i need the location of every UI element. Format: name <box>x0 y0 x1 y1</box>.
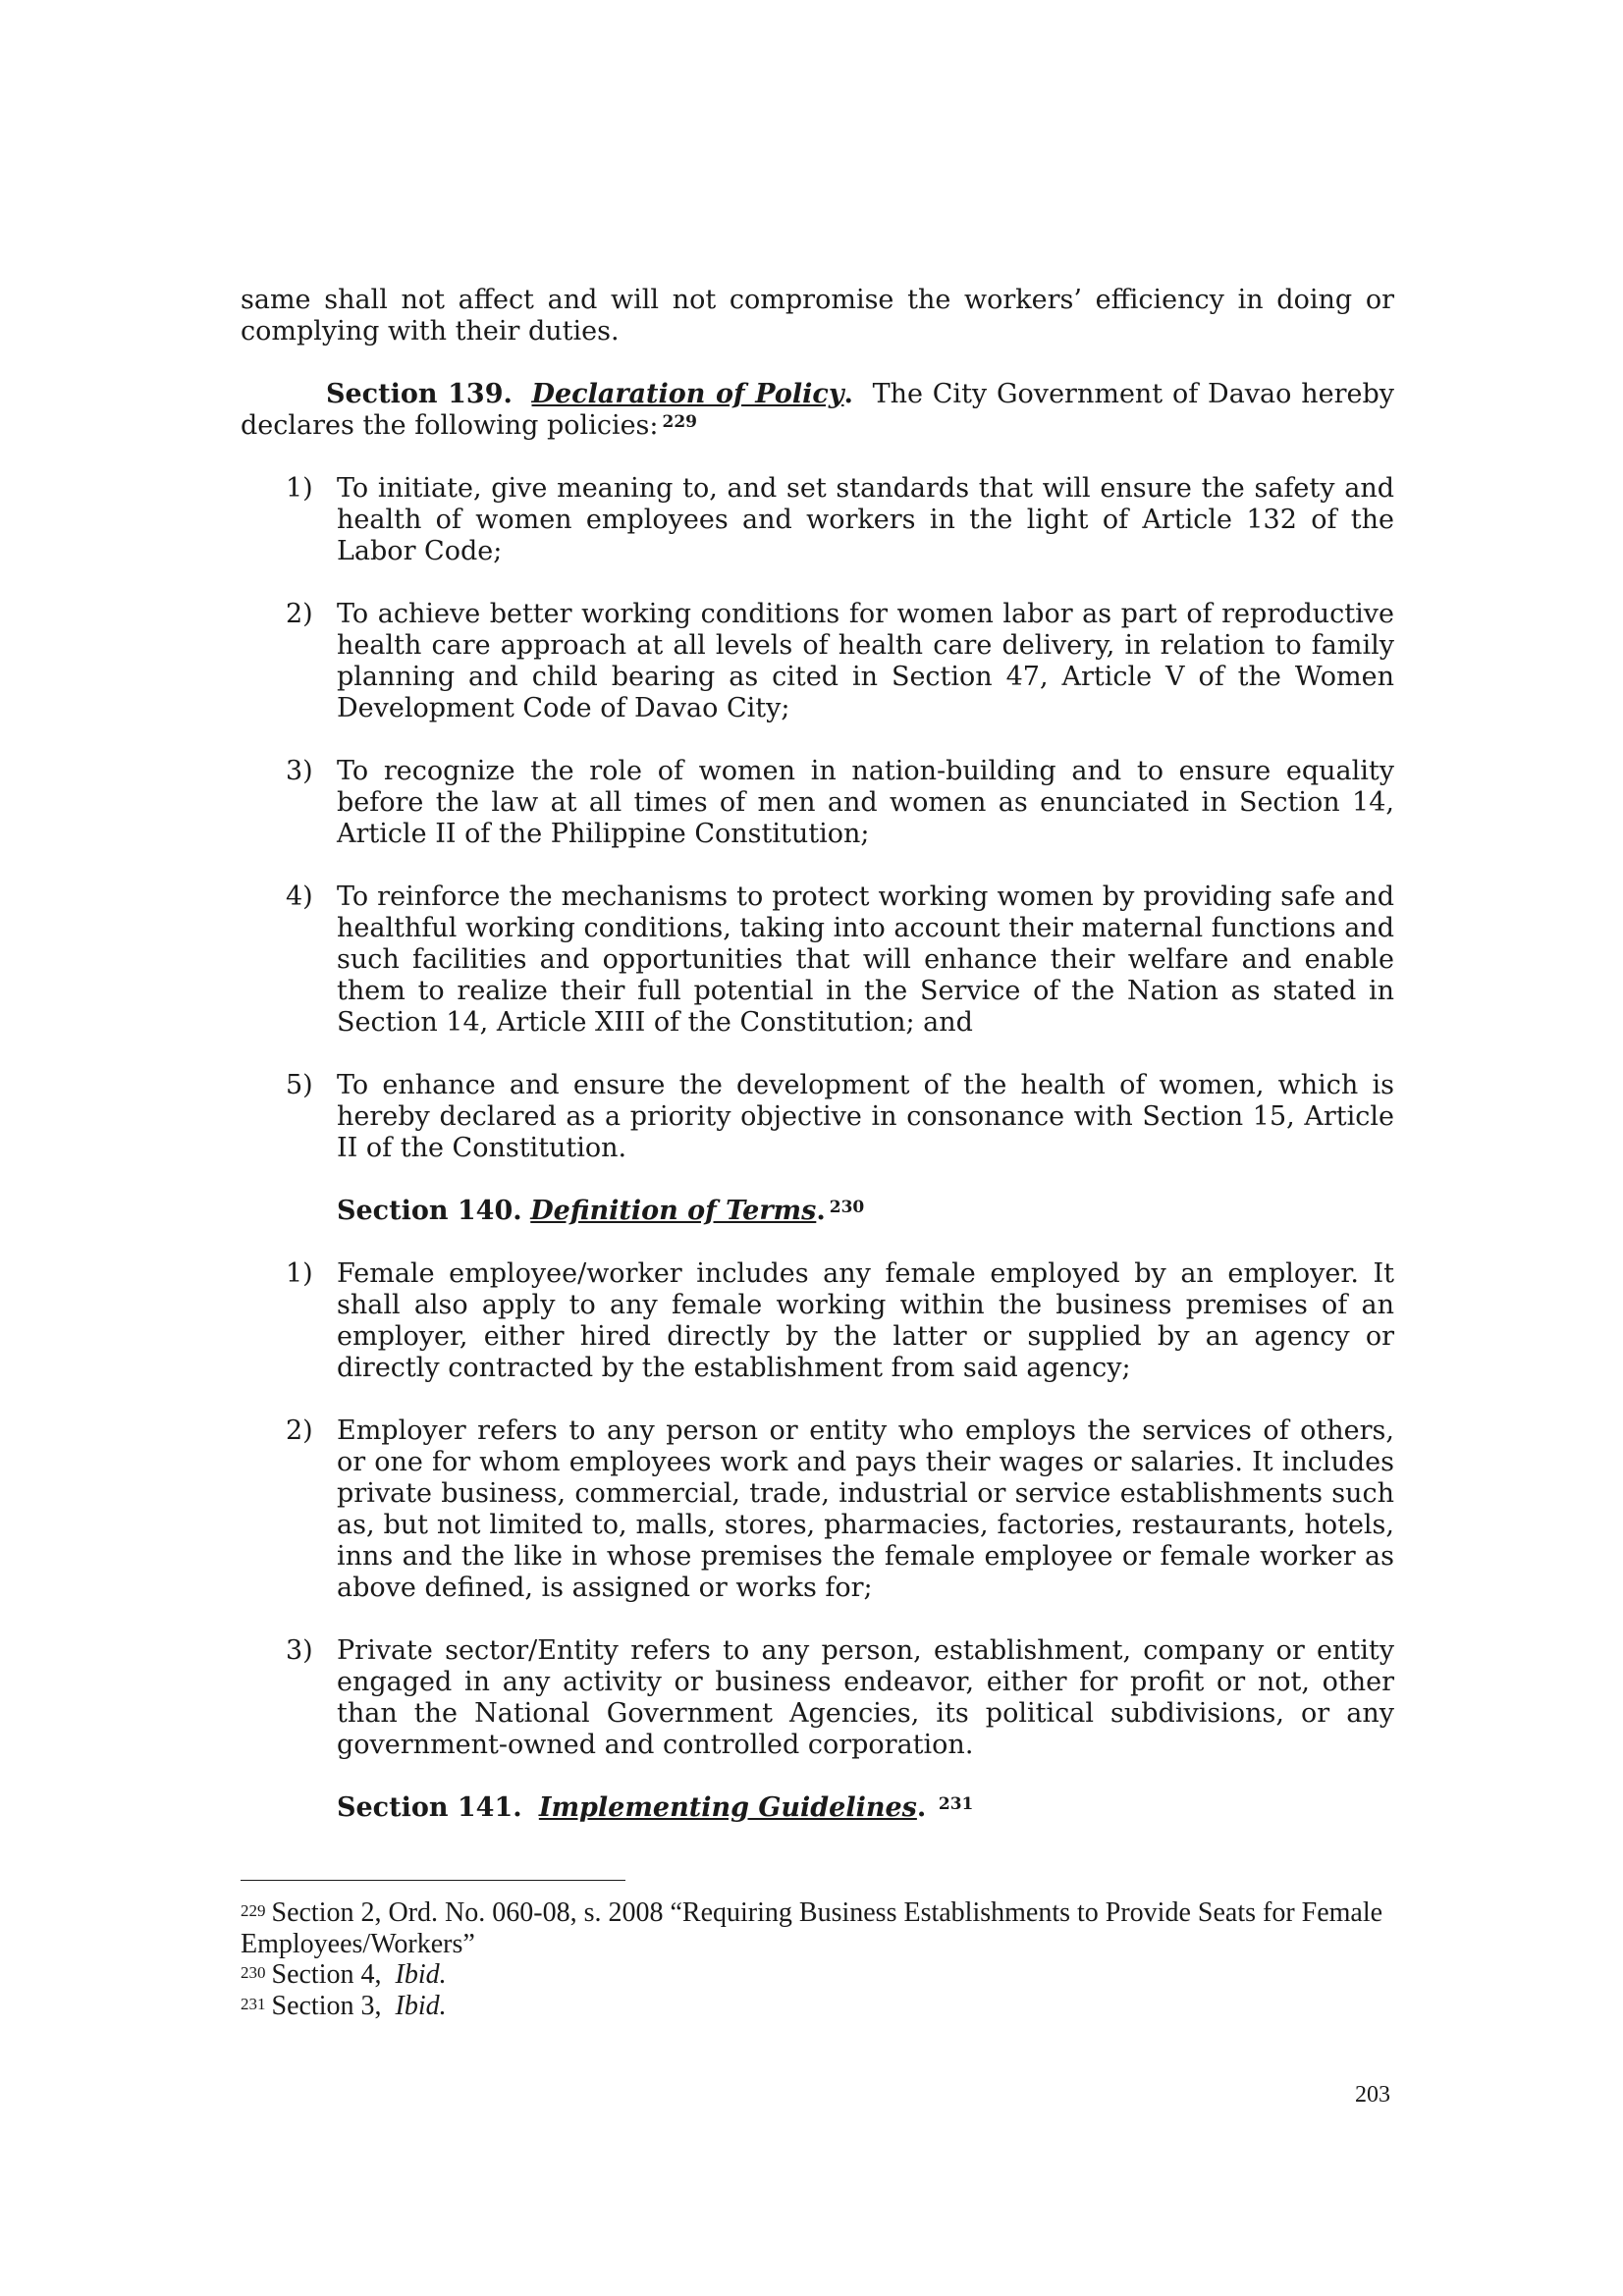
page-number: 203 <box>1355 2082 1390 2108</box>
section-140-period: . <box>816 1196 826 1226</box>
list-item-text: To recognize the role of women in nation-building and to ensure equality before the law at all times of men and women as enunciated in Section 14, Article II of the Philippine Constitution; <box>337 756 1394 849</box>
footnote <box>241 1959 1394 1991</box>
list-item-number: 2) <box>286 599 313 629</box>
list-item <box>241 1070 1394 1164</box>
section-139-intro: The City Government of Davao hereby declares the following policies: <box>241 379 1394 441</box>
section-141-heading <box>241 1792 1394 1824</box>
list-item-text: To reinforce the mechanisms to protect working women by providing safe and healthful working conditions, taking into account their maternal functions and such facilities and opportunities that will enhance their welfare and enable them to realize their full potential in the Service of the Nation as stated in Section 14, Article XIII of the Constitution; and <box>337 881 1394 1038</box>
list-item <box>241 756 1394 850</box>
list-item-number: 1) <box>286 1258 313 1289</box>
section-140-label: Section 140. <box>337 1196 522 1226</box>
footnote-ref-231: 231 <box>938 1794 974 1814</box>
list-item <box>241 1635 1394 1761</box>
list-item-number: 1) <box>286 473 313 504</box>
footnote <box>241 1991 1394 2022</box>
footnote-text: Section 4, <box>271 1959 396 1990</box>
footnote-number: 231 <box>241 1994 266 2013</box>
footnote-ref-229: 229 <box>662 412 698 432</box>
list-item-number: 4) <box>286 881 313 912</box>
footnote-ibid: Ibid. <box>395 1959 447 1990</box>
section-139-period: . <box>843 379 853 409</box>
list-item-text: Employer refers to any person or entity who employs the services of others, or one for whom employees work and pays their wages or salaries. It includes private business, commercial, trade, industrial or service establishments such as, but not limited to, malls, stores, pharmacies, factories, restaurants, hotels, inns and the like in whose premises the female employee or female worker as above defined, is assigned or works for; <box>337 1415 1394 1603</box>
list-item <box>241 473 1394 567</box>
opening-paragraph: same shall not affect and will not compromise the workers’ efficiency in doing or complying with their duties. <box>241 285 1394 347</box>
list-item-text: To enhance and ensure the development of the health of women, which is hereby declared as a priority objective in consonance with Section 15, Article II of the Constitution. <box>337 1070 1394 1163</box>
list-item-text: Private sector/Entity refers to any person, establishment, company or entity engaged in any activity or business endeavor, either for profit or not, other than the National Government Agencies, its political subdivisions, or any government-owned and controlled corporation. <box>337 1635 1394 1760</box>
footnote-separator <box>241 1880 625 1881</box>
list-item-text: To initiate, give meaning to, and set standards that will ensure the safety and health of women employees and workers in the light of Article 132 of the Labor Code; <box>337 473 1394 566</box>
list-item <box>241 1415 1394 1604</box>
list-item <box>241 599 1394 724</box>
section-140-list <box>241 1258 1394 1761</box>
page-body <box>241 285 1394 1824</box>
list-item-number: 3) <box>286 1635 313 1666</box>
list-item <box>241 881 1394 1039</box>
list-item <box>241 1258 1394 1384</box>
section-140-heading <box>241 1196 1394 1227</box>
list-item-text: To achieve better working conditions for women labor as part of reproductive health care approach at all levels of health care delivery, in relation to family planning and child bearing as cited in Section 47, Article V of the Women Development Code of Davao City; <box>337 599 1394 723</box>
section-139-title: Declaration of Policy <box>531 379 844 409</box>
footnote <box>241 1897 1394 1959</box>
section-140-title: Definition of Terms <box>530 1196 817 1226</box>
list-item-number: 5) <box>286 1070 313 1100</box>
section-141-period: . <box>916 1792 927 1823</box>
footnote-number: 230 <box>241 1963 266 1982</box>
section-141-label: Section 141. <box>337 1792 522 1823</box>
list-item-text: Female employee/worker includes any female employed by an employer. It shall also apply to any female working within the business premises of an employer, either hired directly by the latter or supplied by an agency or directly contracted by the establishment from said agency; <box>337 1258 1394 1383</box>
list-item-number: 2) <box>286 1415 313 1446</box>
footnote-number: 229 <box>241 1901 266 1920</box>
section-139-list <box>241 473 1394 1164</box>
footnote-text: Section 2, Ord. No. 060-08, s. 2008 “Requiring Business Establishments to Provide Seats for Female Employees/Workers” <box>241 1897 1383 1959</box>
footnotes <box>241 1897 1394 2021</box>
section-139-label: Section 139. <box>326 379 513 409</box>
footnote-text: Section 3, <box>271 1990 396 2021</box>
list-item-number: 3) <box>286 756 313 786</box>
footnote-ref-230: 230 <box>829 1198 865 1217</box>
footnote-ibid: Ibid. <box>395 1990 447 2021</box>
section-139-heading <box>241 379 1394 442</box>
section-141-title: Implementing Guidelines <box>538 1792 917 1823</box>
